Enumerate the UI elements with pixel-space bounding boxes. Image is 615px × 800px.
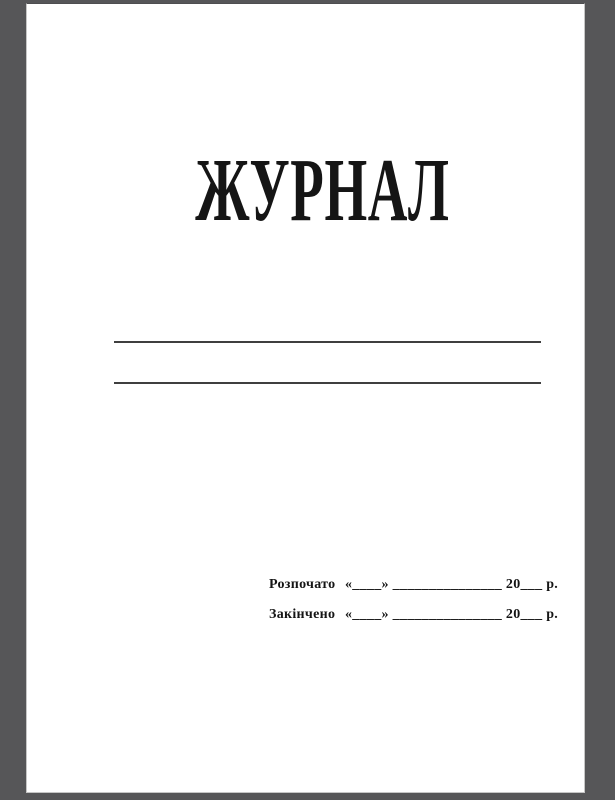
finished-date-blanks: «____» _______________ 20___ р.	[345, 607, 559, 622]
started-label: Розпочато	[269, 577, 336, 592]
journal-cover-page	[26, 3, 585, 793]
page-title: ЖУРНАЛ	[195, 141, 450, 240]
blank-fill-in-line-2	[114, 382, 541, 384]
finished-date-row	[269, 600, 558, 630]
date-fields-block	[269, 570, 558, 630]
finished-label: Закінчено	[269, 607, 336, 622]
blank-fill-in-line-1	[114, 341, 541, 343]
title-container	[27, 141, 584, 240]
started-date-blanks: «____» _______________ 20___ р.	[345, 577, 559, 592]
started-date-row	[269, 570, 558, 600]
